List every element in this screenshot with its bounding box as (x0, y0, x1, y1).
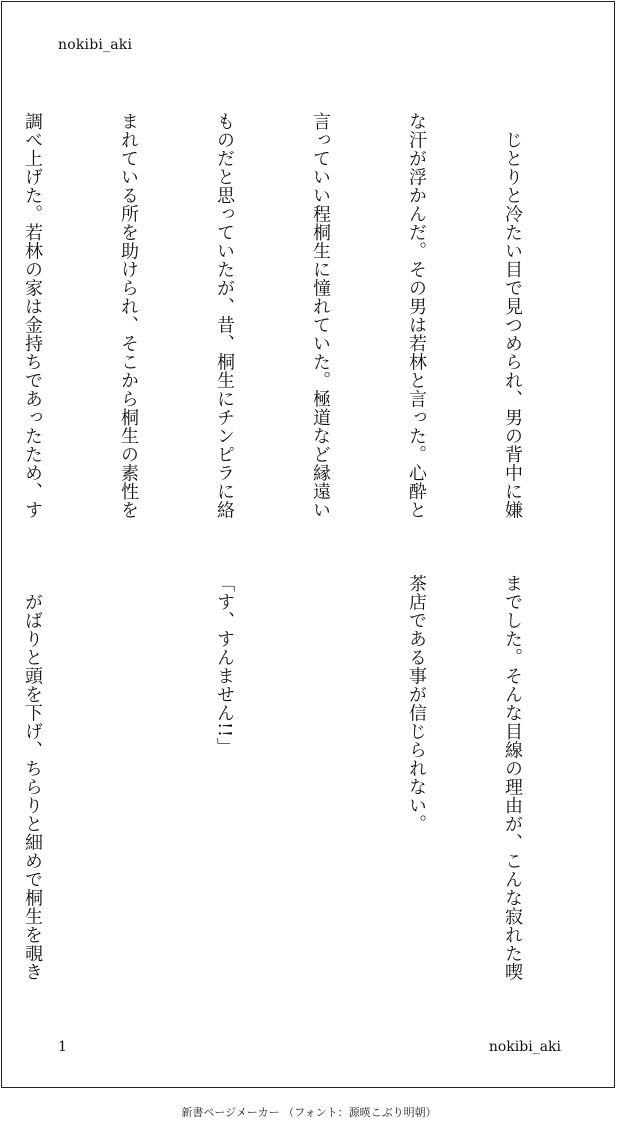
text-column: 「す、すんません!!」 (214, 574, 235, 756)
text-column: な汗が浮かんだ。その男は若林と言った。心酔と (406, 112, 427, 519)
body-text-top (22, 112, 592, 524)
generator-credit: 新書ページメーカー （フォント：源暎こぶり明朝） (181, 1106, 437, 1119)
text-column: じとりと冷たい目で見つめられ、男の背中に嫌 (502, 112, 523, 519)
book-page (1, 1, 615, 1088)
blank-column (112, 574, 144, 1004)
text-column: 言っていい程桐生に憧れていた。極道など縁遠い (310, 112, 331, 519)
page-number: 1 (58, 1039, 67, 1055)
header-author: nokibi_aki (58, 37, 133, 53)
text-column: ものだと思っていたが、昔、桐生にチンピラに絡 (214, 112, 235, 519)
text-column: 調べ上げた。若林の家は金持ちであったため、す (22, 112, 43, 519)
body-text-bottom (22, 574, 592, 1004)
blank-column (304, 574, 336, 1004)
text-column: 茶店である事が信じられない。 (406, 574, 427, 833)
text-column: までした。そんな目線の理由が、こんな寂れた喫 (502, 574, 523, 981)
footer-author: nokibi_aki (488, 1039, 561, 1055)
text-column: がばりと頭を下げ、ちらりと細めで桐生を覗き (22, 574, 43, 981)
text-column: まれている所を助けられ、そこから桐生の素性を (118, 112, 139, 519)
